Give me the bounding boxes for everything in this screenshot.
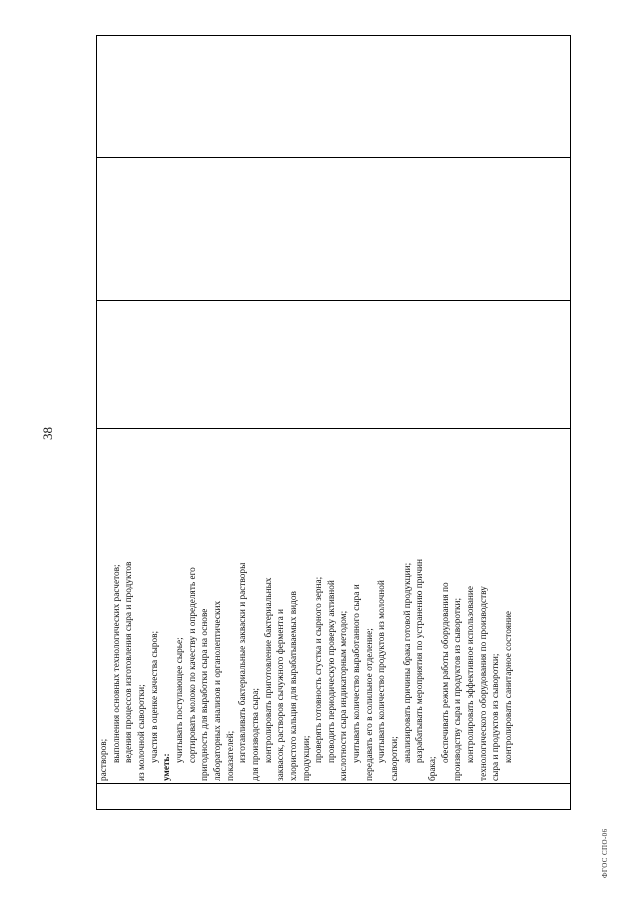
competency-line: брака; <box>428 756 439 781</box>
competency-line: сыра и продуктов из сыворотки; <box>491 653 502 781</box>
table-column-index <box>97 783 570 809</box>
competency-line: растворов; <box>99 738 109 781</box>
competency-line: заквасок, растворов сычужного фермента и <box>276 608 287 781</box>
section-heading: уметь: <box>162 753 173 781</box>
competency-line: кислотности сыра индикаторным методом; <box>339 610 350 781</box>
competency-line: изготавливать бактериальные закваски и растворы <box>238 562 249 763</box>
competency-line: учитывать количество продуктов из молочной <box>377 580 388 763</box>
competency-line: технологического оборудования по производству <box>478 586 489 781</box>
page-number: 38 <box>40 427 55 440</box>
competency-line: сортировать молоко по качеству и определять его <box>187 567 198 763</box>
competency-line: показателей; <box>225 730 236 781</box>
competency-line: лабораторных анализов и органолептических <box>212 600 223 781</box>
competency-line: обеспечивать режим работы оборудования по <box>440 582 451 763</box>
competency-line: учитывать количество выработанного сыра и <box>352 584 363 763</box>
table-column-competencies <box>97 428 570 783</box>
competency-line: учитывать поступающее сырье; <box>174 637 185 763</box>
competency-line: хлористого кальция для вырабатываемых видов <box>288 591 299 781</box>
competency-line: контролировать санитарное состояние <box>504 610 514 763</box>
competency-line: сыворотки; <box>390 736 401 781</box>
competency-line: участия в оценке качества сыров; <box>149 630 160 763</box>
competency-line: передавать его в солильное отделение; <box>364 628 375 781</box>
competency-line: из молочной сыворотки; <box>136 684 147 781</box>
competency-line: пригодность для выработки сыра на основе <box>200 608 211 781</box>
competency-line: контролировать приготовление бактериальных <box>263 577 274 763</box>
footer-code: ФГОС СПО-06 <box>601 828 609 878</box>
competency-line: выполнения основных технологических расчетов; <box>111 564 122 763</box>
competency-line: продукции; <box>301 735 312 781</box>
table-column-disciplines <box>97 34 570 157</box>
competency-line: контролировать эффективное использование <box>466 586 477 763</box>
table-column-hours-max <box>97 300 570 428</box>
curriculum-table <box>96 35 571 810</box>
curriculum-table-rotated <box>96 35 571 810</box>
competency-line: проводить периодическую проверку активной <box>326 580 337 763</box>
competency-line: производству сыра и продуктов из сыворотки; <box>453 597 464 781</box>
competency-line: ведения процессов изготовления сыра и продуктов <box>124 561 135 763</box>
table-column-hours-required <box>97 157 570 300</box>
competency-line: разрабатывать мероприятия по устранению причин <box>415 559 426 763</box>
competency-line: анализировать причины брака готовой продукции; <box>402 562 413 763</box>
competency-line: для производства сыра; <box>250 688 261 781</box>
competency-line: проверять готовность сгустка и сырного зерна; <box>314 576 325 763</box>
